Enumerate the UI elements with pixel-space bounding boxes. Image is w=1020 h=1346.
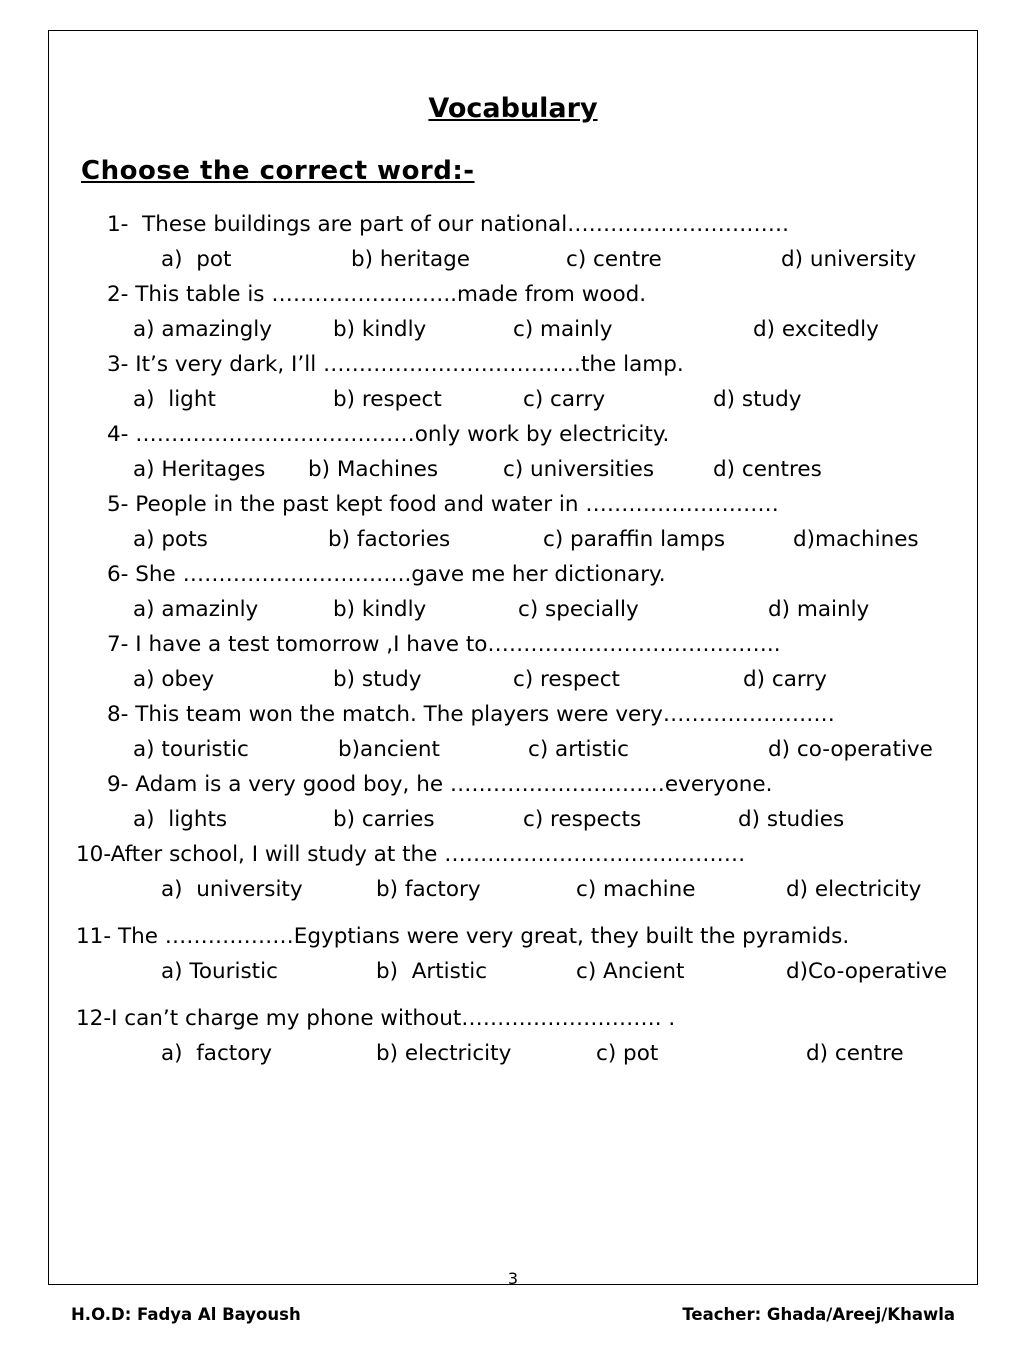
option-choice[interactable]: d)machines	[793, 527, 919, 553]
option-choice[interactable]: d) study	[713, 387, 802, 413]
footer-teacher: Teacher: Ghada/Areej/Khawla	[682, 1305, 955, 1324]
question-options	[71, 1039, 955, 1068]
question-options	[71, 455, 955, 484]
section-heading: Choose the correct word:-	[81, 156, 475, 186]
question-options	[71, 245, 955, 274]
option-choice[interactable]: a) Touristic	[161, 959, 278, 985]
question-stem: 2- This table is ……………………..made from wood.	[107, 282, 647, 308]
option-choice[interactable]: b) study	[333, 667, 422, 693]
question-item	[71, 350, 955, 414]
question-item	[71, 280, 955, 344]
option-choice[interactable]: b) factory	[376, 877, 481, 903]
question-item	[71, 922, 955, 986]
page-content	[49, 93, 977, 1346]
question-item	[71, 840, 955, 904]
question-options	[71, 875, 955, 904]
option-choice[interactable]: d) centres	[713, 457, 822, 483]
question-list	[71, 210, 955, 1068]
option-choice[interactable]: d) mainly	[768, 597, 870, 623]
option-choice[interactable]: a) amazingly	[133, 317, 272, 343]
question-item	[71, 700, 955, 764]
option-choice[interactable]: b) kindly	[333, 317, 427, 343]
question-stem: 7- I have a test tomorrow ,I have to…………………………………..	[107, 632, 781, 658]
question-stem: 11- The ………………Egyptians were very great, they built the pyramids.	[76, 924, 850, 950]
option-choice[interactable]: d) carry	[743, 667, 827, 693]
option-choice[interactable]: b) electricity	[376, 1041, 512, 1067]
page-title: Vocabulary	[428, 93, 598, 124]
option-choice[interactable]: c) machine	[576, 877, 696, 903]
question-item	[71, 420, 955, 484]
question-item	[71, 490, 955, 554]
question-stem: 9- Adam is a very good boy, he …………………………everyone.	[107, 772, 773, 798]
option-choice[interactable]: b)ancient	[338, 737, 440, 763]
question-options	[71, 525, 955, 554]
question-item	[71, 1004, 955, 1068]
option-choice[interactable]: c) artistic	[528, 737, 629, 763]
question-options	[71, 385, 955, 414]
option-choice[interactable]: b) heritage	[351, 247, 471, 273]
option-choice[interactable]: b) kindly	[333, 597, 427, 623]
option-choice[interactable]: c) carry	[523, 387, 606, 413]
page-number: 3	[507, 1269, 519, 1288]
question-item	[71, 560, 955, 624]
worksheet-page	[48, 30, 978, 1324]
question-stem: 10-After school, I will study at the ……………………………………	[76, 842, 746, 868]
option-choice[interactable]: b) Artistic	[376, 959, 488, 985]
question-options	[71, 595, 955, 624]
option-choice[interactable]: a) pots	[133, 527, 208, 553]
option-choice[interactable]: c) specially	[518, 597, 639, 623]
option-choice[interactable]: c) respect	[513, 667, 620, 693]
option-choice[interactable]: c) universities	[503, 457, 655, 483]
footer-hod: H.O.D: Fadya Al Bayoush	[71, 1305, 301, 1324]
option-choice[interactable]: c) respects	[523, 807, 642, 833]
option-choice[interactable]: d) centre	[806, 1041, 904, 1067]
option-choice[interactable]: d) electricity	[786, 877, 922, 903]
option-choice[interactable]: d) excitedly	[753, 317, 879, 343]
question-item	[71, 210, 955, 274]
option-choice[interactable]: a) university	[161, 877, 303, 903]
question-options	[71, 957, 955, 986]
option-choice[interactable]: a) lights	[133, 807, 228, 833]
option-choice[interactable]: a) Heritages	[133, 457, 266, 483]
question-stem: 8- This team won the match. The players were very……………………	[107, 702, 835, 728]
option-choice[interactable]: c) mainly	[513, 317, 613, 343]
question-stem: 1- These buildings are part of our national………………………….	[107, 212, 790, 237]
question-options	[71, 665, 955, 694]
question-options	[71, 805, 955, 834]
question-stem: 3- It’s very dark, I’ll ………………………………the lamp.	[107, 352, 684, 378]
option-choice[interactable]: d) university	[781, 247, 917, 273]
option-choice[interactable]: d) studies	[738, 807, 845, 833]
option-choice[interactable]: c) centre	[566, 247, 662, 273]
option-choice[interactable]: b) Machines	[308, 457, 439, 483]
question-item	[71, 770, 955, 834]
option-choice[interactable]: c) pot	[596, 1041, 659, 1067]
option-choice[interactable]: a) touristic	[133, 737, 249, 763]
option-choice[interactable]: a) factory	[161, 1041, 272, 1067]
option-choice[interactable]: a) light	[133, 387, 216, 413]
question-stem: 5- People in the past kept food and water in ………………………	[107, 492, 779, 518]
question-stem: 12-I can’t charge my phone without………………………. .	[76, 1006, 676, 1032]
option-choice[interactable]: c) paraffin lamps	[543, 527, 726, 553]
option-choice[interactable]: b) carries	[333, 807, 435, 833]
option-choice[interactable]: a) amazinly	[133, 597, 259, 623]
question-stem: 4- …………………………………only work by electricity.	[107, 422, 670, 448]
option-choice[interactable]: a) obey	[133, 667, 215, 693]
question-item	[71, 630, 955, 694]
question-stem: 6- She …………………………..gave me her dictionary.	[107, 562, 666, 588]
option-choice[interactable]: d) co-operative	[768, 737, 933, 763]
option-choice[interactable]: b) respect	[333, 387, 442, 413]
option-choice[interactable]: a) pot	[161, 247, 232, 273]
option-choice[interactable]: b) factories	[328, 527, 451, 553]
page-footer	[49, 1305, 977, 1324]
option-choice[interactable]: c) Ancient	[576, 959, 685, 985]
option-choice[interactable]: d)Co-operative	[786, 959, 948, 985]
question-options	[71, 735, 955, 764]
question-options	[71, 315, 955, 344]
